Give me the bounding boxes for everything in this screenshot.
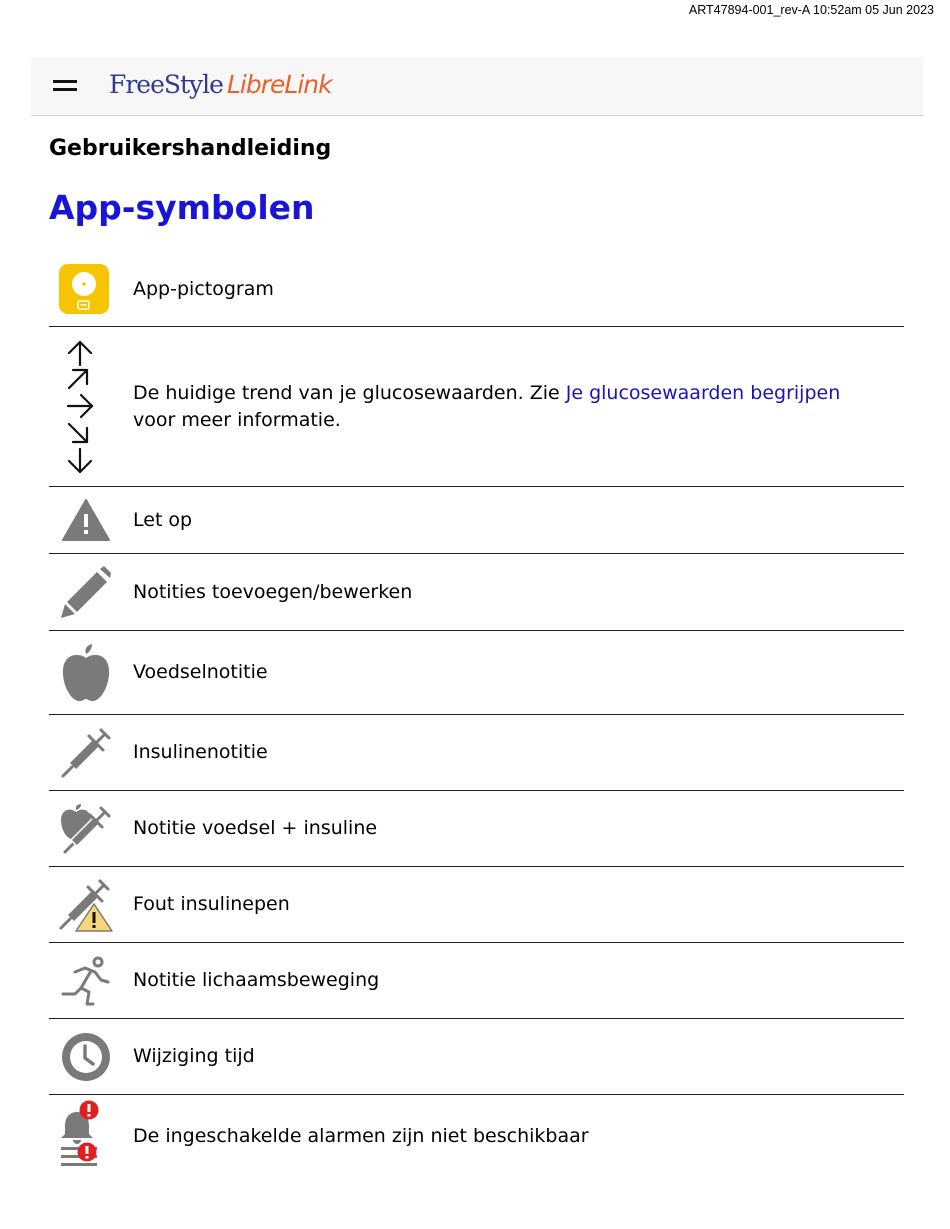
- symbol-label: Notitie voedsel + insuline: [133, 817, 378, 839]
- symbol-row-alarms-unavailable: [49, 1095, 904, 1177]
- symbol-row-apple: [49, 631, 904, 715]
- symbol-row-syringe: [49, 715, 904, 791]
- symbol-label: Notities toevoegen/bewerken: [133, 580, 413, 603]
- clock-icon: [61, 1032, 111, 1082]
- symbol-row-food-insulin: [49, 791, 904, 867]
- symbol-label: Notitie lichaamsbeweging: [133, 969, 380, 991]
- symbol-row-app-icon: [49, 252, 904, 327]
- logo-librelink: LibreLink: [226, 70, 332, 99]
- symbol-row-pencil: [49, 554, 904, 631]
- guide-title: Gebruikershandleiding: [49, 136, 332, 161]
- understanding-glucose-link[interactable]: Je glucosewaarden begrijpen: [565, 381, 841, 404]
- app-icon: [59, 264, 109, 314]
- document-reference: ART47894-001_rev-A 10:52am 05 Jun 2023: [688, 3, 934, 17]
- symbol-row-warning: [49, 487, 904, 554]
- symbol-label: De ingeschakelde alarmen zijn niet beschikbaar: [133, 1124, 589, 1147]
- menu-icon[interactable]: [53, 77, 77, 95]
- freestyle-librelink-logo: [109, 69, 332, 100]
- symbol-label: Let op: [133, 508, 193, 531]
- pencil-icon: [61, 566, 111, 618]
- symbol-label: Fout insulinepen: [133, 893, 290, 915]
- symbol-label: Wijziging tijd: [133, 1045, 255, 1067]
- alarms-unavailable-icon: [59, 1100, 101, 1172]
- trend-text-after: voor meer informatie.: [133, 408, 341, 431]
- symbol-row-insulin-pen-error: [49, 867, 904, 943]
- symbol-label-trend: [133, 380, 904, 434]
- symbols-table: [49, 252, 904, 1177]
- running-person-icon: [61, 956, 111, 1006]
- section-title: App-symbolen: [49, 188, 315, 227]
- syringe-icon: [61, 728, 111, 778]
- trend-arrows-icon: [65, 339, 95, 475]
- symbol-label: Insulinenotitie: [133, 741, 268, 763]
- logo-freestyle: FreeStyle: [109, 70, 223, 99]
- symbol-label: App-pictogram: [133, 277, 274, 300]
- apple-icon: [62, 644, 110, 702]
- app-bar: [31, 57, 923, 116]
- food-insulin-icon: [61, 804, 111, 854]
- symbol-label: Voedselnotitie: [133, 661, 268, 683]
- warning-icon: [62, 499, 110, 541]
- symbol-row-exercise: [49, 943, 904, 1019]
- symbol-row-time-change: [49, 1019, 904, 1095]
- trend-text-before: De huidige trend van je glucosewaarden. Zie: [133, 381, 566, 404]
- symbol-row-trend-arrows: [49, 327, 904, 487]
- insulin-pen-error-icon: [59, 878, 113, 932]
